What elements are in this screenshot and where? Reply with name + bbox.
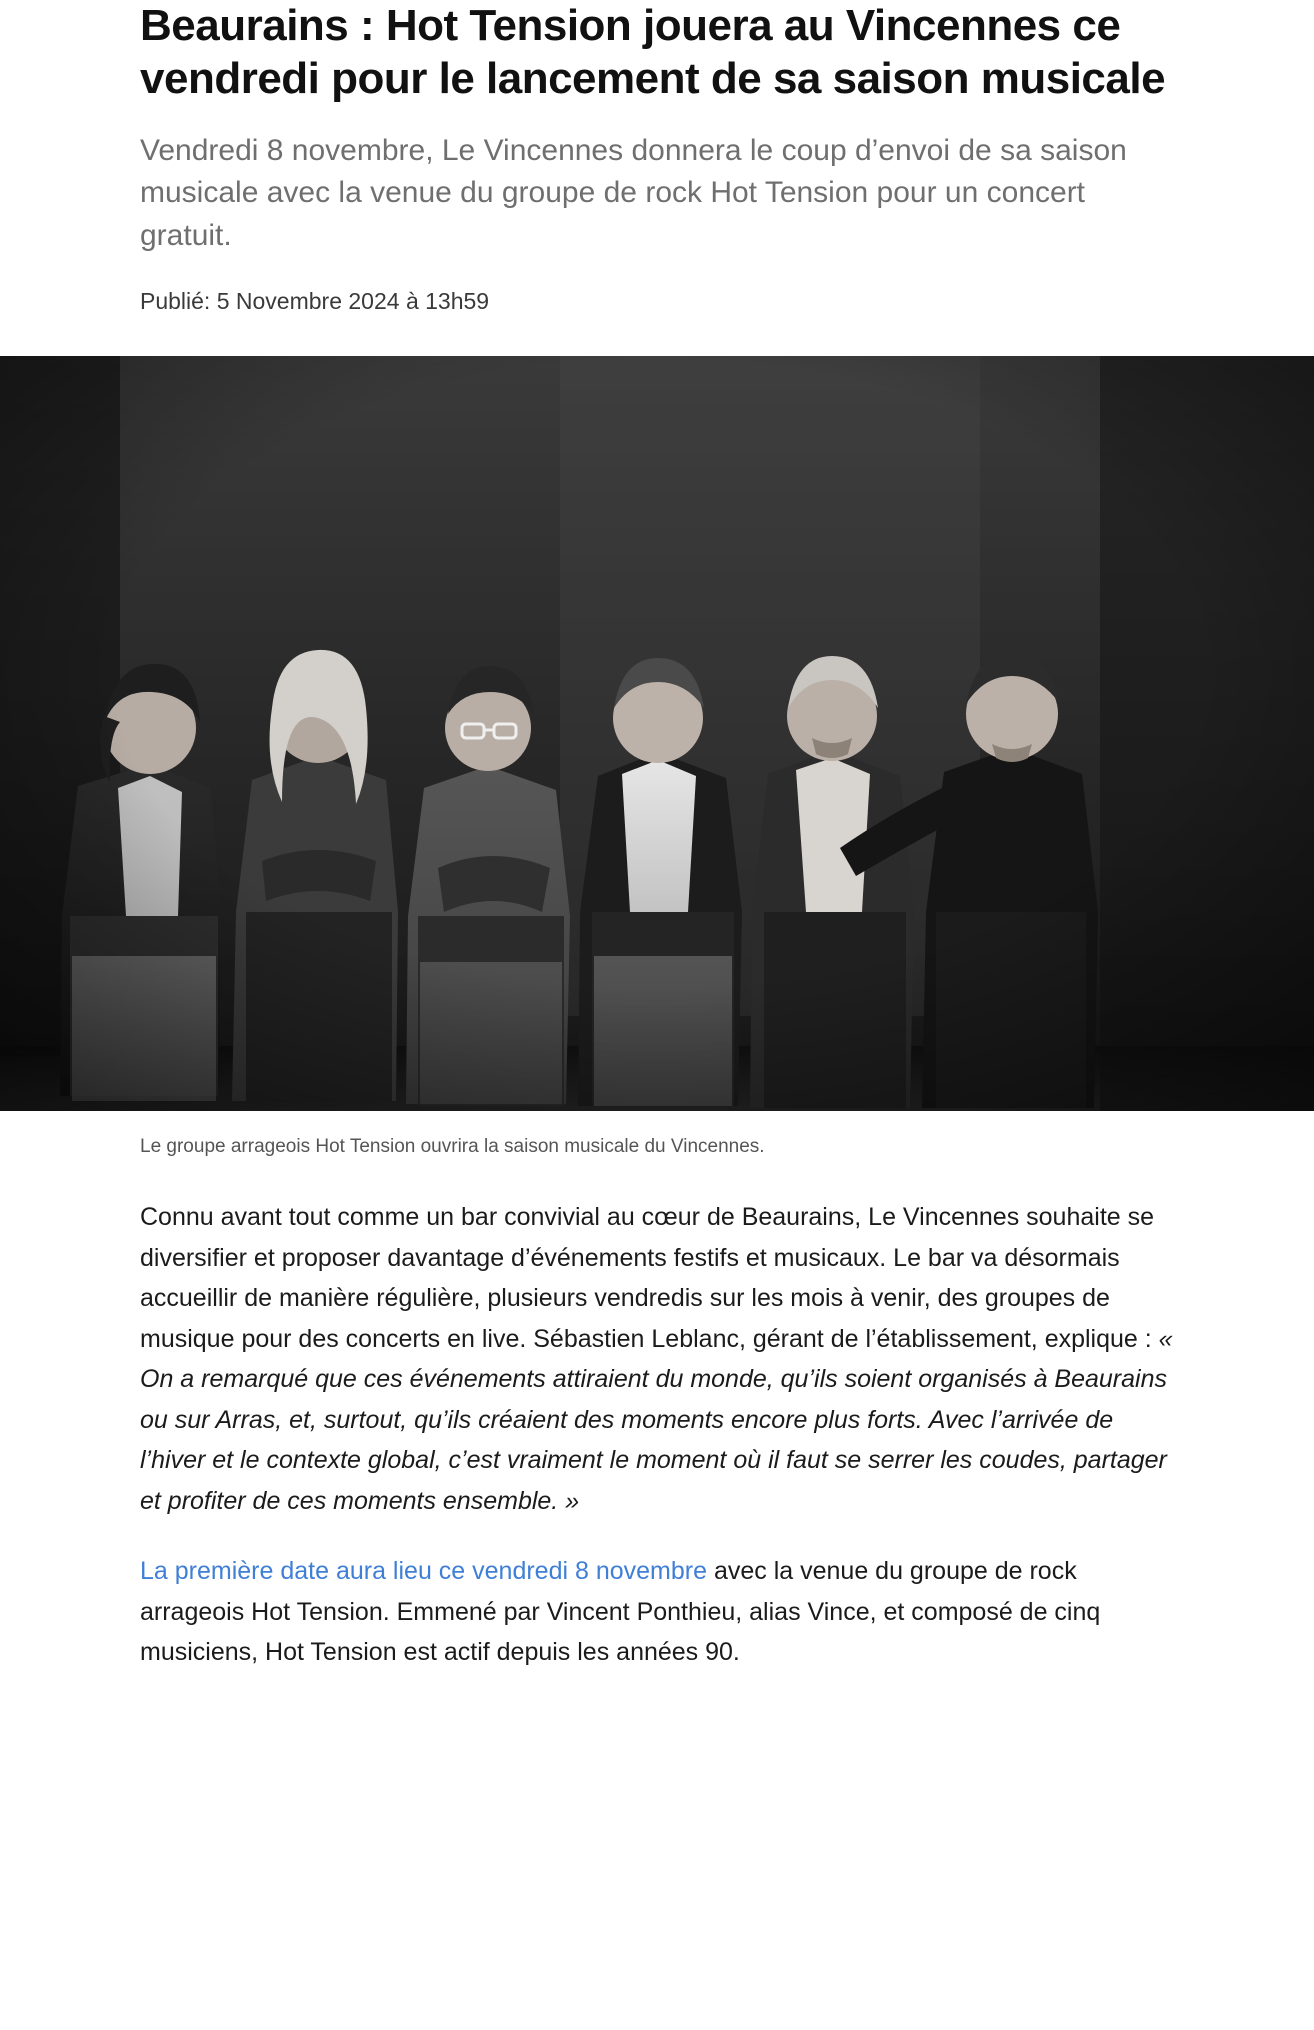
article-figure (0, 356, 1314, 1162)
article-standfirst: Vendredi 8 novembre, Le Vincennes donnera le coup d’envoi de sa saison musicale avec la venue du groupe de rock Hot Tension pour un concert gratuit. (140, 133, 1127, 252)
paragraph-date-text: avec la venue du groupe de rock arrageois Hot Tension. Emmené par Vincent Ponthieu, alias Vince, et composé de cinq musiciens, Hot Tension est actif depuis les années 90. (140, 1557, 1101, 1667)
publish-date: Publié: 5 Novembre 2024 à 13h59 (140, 288, 490, 315)
headline-container (0, 0, 1314, 106)
paragraph-intro-text: Connu avant tout comme un bar convivial au cœur de Beaurains, Le Vincennes souhaite se diversifier et proposer davantage d’événements festifs et musicaux. Le bar va désormais accueillir de manière régulière, plusieurs vendredis sur les mois à venir, des groupes de musique pour des concerts en live. Sébastien Leblanc, gérant de l’établissement, explique : (140, 1203, 1155, 1353)
image-caption: Le groupe arrageois Hot Tension ouvrira la saison musicale du Vincennes. (140, 1135, 765, 1157)
paragraph-intro (140, 1197, 1174, 1521)
page-title: Beaurains : Hot Tension jouera au Vincennes ce vendredi pour le lancement de sa saison musicale (140, 1, 1166, 103)
article-image (0, 356, 1314, 1111)
first-date-link[interactable]: La première date aura lieu ce vendredi 8 novembre (140, 1557, 708, 1586)
pull-quote: « On a remarqué que ces événements attiraient du monde, qu’ils soient organisés à Beaurains ou sur Arras, et, surtout, qu’ils créaient des moments encore plus forts. Avec l’arrivée de l’hiver et le contexte global, c’est vraiment le moment où il faut se serrer les coudes, partager et profiter de ces moments ensemble. » (140, 1324, 1173, 1515)
article-body (0, 1197, 1314, 1673)
paragraph-date (140, 1551, 1174, 1673)
